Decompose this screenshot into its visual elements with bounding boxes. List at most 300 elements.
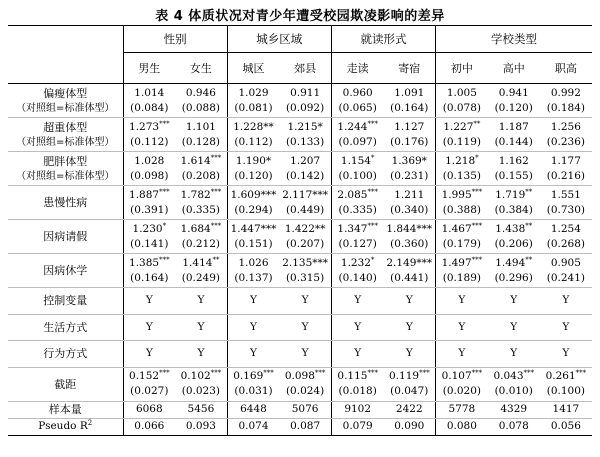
standard-error: (0.296) <box>494 271 533 284</box>
coef-cell <box>436 220 488 254</box>
coefficient <box>332 222 384 237</box>
coef-cell <box>227 118 279 152</box>
coefficient <box>124 222 176 237</box>
coefficient <box>175 188 227 203</box>
control-indicator: Y <box>279 341 331 368</box>
standard-error: (0.047) <box>390 385 429 397</box>
coef-cell <box>279 367 331 401</box>
coefficient <box>228 222 280 237</box>
coef-cell <box>540 254 592 288</box>
row-label: 样本量 <box>8 401 123 418</box>
control-indicator: Y <box>279 288 331 315</box>
coef-cell <box>383 118 435 152</box>
standard-error: (0.315) <box>285 271 325 284</box>
standard-error: (0.023) <box>181 385 221 397</box>
significance-stars: * <box>162 221 167 230</box>
significance-stars: * <box>370 255 375 264</box>
coefficient <box>488 222 540 237</box>
pseudo-r2-value: 0.090 <box>383 418 435 435</box>
coef-cell <box>488 186 540 220</box>
row-label: 因病请假 <box>43 230 88 243</box>
sample-size: 5778 <box>436 401 488 418</box>
standard-error: (0.730) <box>546 203 586 216</box>
coefficient <box>436 369 488 384</box>
significance-stars: *** <box>367 119 378 128</box>
coef-value: 1.887 <box>129 188 160 201</box>
sample-size: 4329 <box>488 401 540 418</box>
coef-value: 1.719 <box>495 188 526 201</box>
standard-error: (0.128) <box>181 135 221 148</box>
significance-stars: *** <box>210 221 222 230</box>
coef-cell <box>175 118 227 152</box>
coef-value: 1.614 <box>180 154 211 167</box>
coef-value: 1.154 <box>340 154 371 167</box>
coef-cell <box>383 367 435 401</box>
standard-error: (0.206) <box>494 237 533 250</box>
sample-size: 5076 <box>279 401 331 418</box>
coef-cell <box>488 118 540 152</box>
coefficient <box>228 120 280 135</box>
coef-cell <box>227 220 279 254</box>
standard-error: (0.088) <box>181 101 221 114</box>
column-header: 职高 <box>540 53 592 84</box>
pseudo-r2-value: 0.080 <box>436 418 488 435</box>
coefficient <box>279 154 331 169</box>
coefficient <box>279 86 331 101</box>
coef-cell <box>331 84 383 118</box>
coef-cell <box>540 367 592 401</box>
significance-stars: *** <box>159 119 170 128</box>
coef-value: 1.422** <box>284 222 326 235</box>
column-header: 郊县 <box>279 53 331 84</box>
row-label-cell <box>8 254 123 288</box>
standard-error: (0.384) <box>494 203 533 216</box>
control-indicator: Y <box>540 314 592 341</box>
row-sublabel: （对照组=标准体型） <box>16 102 115 114</box>
coefficient <box>488 154 540 169</box>
standard-error: (0.335) <box>181 203 221 216</box>
coefficient <box>175 222 227 237</box>
coef-value: 0.992 <box>550 86 581 99</box>
coefficient <box>279 222 331 237</box>
significance-stars: *** <box>523 369 534 377</box>
table-row <box>8 401 592 418</box>
coef-cell <box>540 118 592 152</box>
pseudo-r2-value: 0.056 <box>540 418 592 435</box>
coef-value: 1.844*** <box>386 222 433 235</box>
standard-error: (0.120) <box>234 169 273 182</box>
table-row <box>8 288 592 315</box>
coef-value: 1.227 <box>443 120 474 133</box>
coef-value: 1.438 <box>495 222 526 235</box>
coef-value: 1.218 <box>445 154 476 167</box>
coefficient <box>383 188 435 203</box>
coef-cell <box>540 186 592 220</box>
row-label-cell <box>8 118 123 152</box>
coefficient <box>540 86 592 101</box>
coef-value: 1.127 <box>394 120 425 133</box>
coef-cell <box>175 367 227 401</box>
coef-cell <box>331 367 383 401</box>
coef-value: 0.115 <box>337 370 368 382</box>
sample-size: 6448 <box>227 401 279 418</box>
control-indicator: Y <box>123 341 175 368</box>
standard-error: (0.027) <box>130 385 169 397</box>
coef-value: 2.135*** <box>282 256 328 269</box>
table-row <box>8 254 592 288</box>
coef-cell <box>123 152 175 186</box>
coefficient <box>124 256 176 271</box>
coefficient <box>228 154 280 169</box>
significance-stars: *** <box>159 255 170 264</box>
control-indicator: Y <box>540 288 592 315</box>
standard-error: (0.164) <box>130 271 169 284</box>
column-header: 寄宿 <box>383 53 435 84</box>
coef-value: 0.261 <box>545 370 576 382</box>
coef-value: 1.190* <box>235 154 272 167</box>
standard-error: (0.216) <box>546 169 586 182</box>
sample-size: 6068 <box>123 401 175 418</box>
coefficient <box>436 154 488 169</box>
table-row <box>8 418 592 435</box>
standard-error: (0.100) <box>338 169 377 182</box>
coef-value: 1.447*** <box>230 222 277 235</box>
coef-cell <box>488 152 540 186</box>
coef-cell <box>436 118 488 152</box>
significance-stars: *** <box>263 369 274 377</box>
coef-value: 1.211 <box>394 188 425 201</box>
standard-error: (0.020) <box>442 385 481 397</box>
coefficient <box>124 86 176 101</box>
coefficient <box>383 120 435 135</box>
coef-value: 0.169 <box>233 370 264 382</box>
coefficient <box>175 86 227 101</box>
standard-error: (0.084) <box>130 101 169 114</box>
coef-value: 1.177 <box>550 154 581 167</box>
coef-cell <box>331 152 383 186</box>
significance-stars: ** <box>473 119 481 128</box>
standard-error: (0.449) <box>285 203 325 216</box>
coef-cell <box>123 254 175 288</box>
coef-cell <box>227 84 279 118</box>
standard-error: (0.078) <box>442 101 481 114</box>
coef-value: 1.029 <box>238 86 269 99</box>
coef-value: 1.101 <box>185 120 216 133</box>
coef-cell <box>488 220 540 254</box>
coefficient <box>436 120 488 135</box>
coef-cell <box>436 186 488 220</box>
coefficient <box>279 188 331 203</box>
control-indicator: Y <box>383 314 435 341</box>
control-indicator: Y <box>383 288 435 315</box>
row-label: 肥胖体型 <box>43 154 88 168</box>
coef-cell <box>123 220 175 254</box>
standard-error: (0.127) <box>338 237 377 250</box>
coef-cell <box>175 84 227 118</box>
coef-cell <box>175 152 227 186</box>
control-indicator: Y <box>227 341 279 368</box>
control-indicator: Y <box>383 341 435 368</box>
standard-error: (0.065) <box>338 101 377 114</box>
coefficient <box>540 188 592 203</box>
coef-value: 2.117*** <box>282 188 328 201</box>
standard-error: (0.142) <box>285 169 325 182</box>
coefficient <box>540 256 592 271</box>
standard-error: (0.097) <box>338 135 377 148</box>
coef-value: 1.026 <box>238 256 269 269</box>
table-row <box>8 118 592 152</box>
significance-stars: *** <box>575 369 587 377</box>
standard-error: (0.241) <box>546 271 586 284</box>
standard-error: (0.391) <box>130 203 169 216</box>
coef-value: 1.228** <box>233 120 274 133</box>
coef-cell <box>540 84 592 118</box>
coef-value: 0.107 <box>441 370 472 382</box>
coefficient <box>540 154 592 169</box>
significance-stars: ** <box>212 255 220 264</box>
control-indicator: Y <box>123 314 175 341</box>
standard-error: (0.135) <box>442 169 481 182</box>
standard-error: (0.112) <box>130 135 169 148</box>
coef-cell <box>175 220 227 254</box>
significance-stars: *** <box>367 369 378 377</box>
coef-value: 1.995 <box>441 188 472 201</box>
coefficient <box>488 86 540 101</box>
coef-value: 0.905 <box>550 256 581 269</box>
standard-error: (0.151) <box>234 237 273 250</box>
coef-value: 1.347 <box>337 222 368 235</box>
coefficient <box>332 188 384 203</box>
coef-cell <box>331 186 383 220</box>
standard-error: (0.212) <box>181 237 221 250</box>
coef-cell <box>383 84 435 118</box>
coef-value: 0.043 <box>493 370 524 382</box>
standard-error: (0.112) <box>234 135 273 148</box>
row-label-cell <box>8 220 123 254</box>
coef-value: 1.254 <box>550 222 581 235</box>
standard-error: (0.441) <box>390 271 429 284</box>
standard-error: (0.010) <box>494 385 533 397</box>
standard-error: (0.031) <box>234 385 273 397</box>
coef-cell <box>175 254 227 288</box>
group-header-gender: 性别 <box>123 26 227 53</box>
standard-error: (0.137) <box>234 271 273 284</box>
pseudo-r2-value: 0.078 <box>488 418 540 435</box>
coef-cell <box>227 152 279 186</box>
coef-cell <box>436 152 488 186</box>
standard-error: (0.208) <box>181 169 221 182</box>
coef-cell <box>540 152 592 186</box>
coef-cell <box>227 367 279 401</box>
coefficient <box>279 369 331 384</box>
coefficient <box>175 369 227 384</box>
coef-value: 1.497 <box>441 256 472 269</box>
coef-value: 1.215* <box>287 120 323 133</box>
coef-value: 1.207 <box>290 154 321 167</box>
coefficient <box>488 256 540 271</box>
standard-error: (0.133) <box>285 135 325 148</box>
coef-cell <box>123 84 175 118</box>
coef-value: 1.494 <box>495 256 526 269</box>
coef-value: 0.102 <box>180 370 211 382</box>
coef-cell <box>123 118 175 152</box>
control-indicator: Y <box>175 341 227 368</box>
coef-value: 1.467 <box>441 222 472 235</box>
table-row <box>8 220 592 254</box>
coef-value: 2.149*** <box>386 256 433 269</box>
control-indicator: Y <box>331 288 383 315</box>
coef-cell <box>227 254 279 288</box>
coef-cell <box>436 254 488 288</box>
coef-cell <box>383 152 435 186</box>
coef-value: 0.960 <box>342 86 373 99</box>
significance-stars: *** <box>367 187 378 196</box>
row-label: 行为方式 <box>8 341 123 368</box>
coef-value: 1.187 <box>498 120 529 133</box>
row-sublabel: （对照组=标准体型） <box>16 170 115 182</box>
coef-value: 1.005 <box>446 86 477 99</box>
coef-value: 1.782 <box>180 188 211 201</box>
coef-value: 1.014 <box>134 86 165 99</box>
coefficient <box>383 369 435 384</box>
significance-stars: *** <box>210 369 222 377</box>
sample-size: 9102 <box>331 401 383 418</box>
coefficient <box>228 369 280 384</box>
coef-cell <box>123 186 175 220</box>
row-label: 患慢性病 <box>43 196 88 209</box>
significance-stars: ** <box>525 255 533 264</box>
standard-error: (0.024) <box>285 385 325 397</box>
coef-value: 1.232 <box>340 256 371 269</box>
table-row <box>8 152 592 186</box>
standard-error: (0.176) <box>390 135 429 148</box>
significance-stars: *** <box>471 369 483 377</box>
standard-error: (0.236) <box>546 135 586 148</box>
control-indicator: Y <box>331 341 383 368</box>
coefficient <box>332 369 384 384</box>
coef-cell <box>383 186 435 220</box>
coefficient <box>436 256 488 271</box>
standard-error: (0.249) <box>181 271 221 284</box>
coef-value: 0.911 <box>290 86 321 99</box>
coefficient <box>383 154 435 169</box>
coefficient <box>228 188 280 203</box>
coef-value: 0.946 <box>185 86 216 99</box>
coefficient <box>488 188 540 203</box>
pseudo-r2-value: 0.093 <box>175 418 227 435</box>
significance-stars: *** <box>210 187 222 196</box>
row-sublabel: （对照组=标准体型） <box>16 136 115 148</box>
coef-cell <box>227 186 279 220</box>
coef-cell <box>383 220 435 254</box>
coef-value: 1.230 <box>132 222 163 235</box>
row-label-cell <box>8 84 123 118</box>
control-indicator: Y <box>279 314 331 341</box>
row-label: 截距 <box>8 367 123 401</box>
coef-cell <box>279 118 331 152</box>
coefficient <box>124 369 176 384</box>
table-row <box>8 314 592 341</box>
standard-error: (0.231) <box>390 169 429 182</box>
coef-value: 1.414 <box>182 256 213 269</box>
coef-cell <box>279 254 331 288</box>
coefficient <box>383 256 435 271</box>
sample-size: 1417 <box>540 401 592 418</box>
coef-cell <box>175 186 227 220</box>
coefficient <box>488 369 540 384</box>
pseudo-r2-value: 0.074 <box>227 418 279 435</box>
standard-error: (0.119) <box>442 135 481 148</box>
standard-error: (0.092) <box>285 101 325 114</box>
significance-stars: ** <box>525 221 533 230</box>
control-indicator: Y <box>227 288 279 315</box>
control-indicator: Y <box>331 314 383 341</box>
group-header-region: 城乡区域 <box>227 26 331 53</box>
control-indicator: Y <box>175 314 227 341</box>
standard-error: (0.144) <box>494 135 533 148</box>
standard-error: (0.184) <box>546 101 586 114</box>
coef-value: 1.609*** <box>230 188 277 201</box>
row-label: 因病休学 <box>43 264 88 277</box>
coef-value: 1.244 <box>337 120 368 133</box>
standard-error: (0.100) <box>546 385 586 397</box>
control-indicator: Y <box>540 341 592 368</box>
coef-value: 1.162 <box>498 154 529 167</box>
standard-error: (0.189) <box>442 271 481 284</box>
coef-cell <box>331 118 383 152</box>
standard-error: (0.268) <box>546 237 586 250</box>
coef-cell <box>123 367 175 401</box>
coef-value: 2.085 <box>337 188 368 201</box>
coefficient <box>540 120 592 135</box>
standard-error: (0.140) <box>338 271 377 284</box>
coefficient <box>228 256 280 271</box>
coef-value: 1.369* <box>391 154 427 167</box>
significance-stars: * <box>475 153 479 162</box>
coefficient <box>383 222 435 237</box>
coef-value: 1.028 <box>134 154 165 167</box>
control-indicator: Y <box>175 288 227 315</box>
coef-cell <box>540 220 592 254</box>
row-label: 控制变量 <box>8 288 123 315</box>
coef-value: 0.098 <box>284 370 315 382</box>
standard-error: (0.335) <box>338 203 377 216</box>
coef-value: 1.684 <box>180 222 211 235</box>
coefficient <box>436 86 488 101</box>
row-label-cell <box>8 418 123 435</box>
group-header-school-type: 学校类型 <box>436 26 592 53</box>
coefficient <box>124 154 176 169</box>
results-table <box>8 25 592 436</box>
standard-error: (0.388) <box>442 203 481 216</box>
coef-value: 0.119 <box>389 370 420 382</box>
standard-error: (0.164) <box>390 101 429 114</box>
coef-value: 1.273 <box>129 120 160 133</box>
coef-cell <box>436 367 488 401</box>
standard-error: (0.294) <box>234 203 273 216</box>
significance-stars: *** <box>159 187 170 196</box>
significance-stars: *** <box>471 221 483 230</box>
row-label: Pseudo R <box>38 420 88 432</box>
table-row <box>8 367 592 401</box>
table-title: 表 4 体质状况对青少年遭受校园欺凌影响的差异 <box>155 9 445 24</box>
coef-cell <box>383 254 435 288</box>
coef-cell <box>279 152 331 186</box>
significance-stars: *** <box>471 187 483 196</box>
significance-stars: *** <box>314 369 326 377</box>
coefficient <box>124 120 176 135</box>
significance-stars: *** <box>159 369 170 377</box>
